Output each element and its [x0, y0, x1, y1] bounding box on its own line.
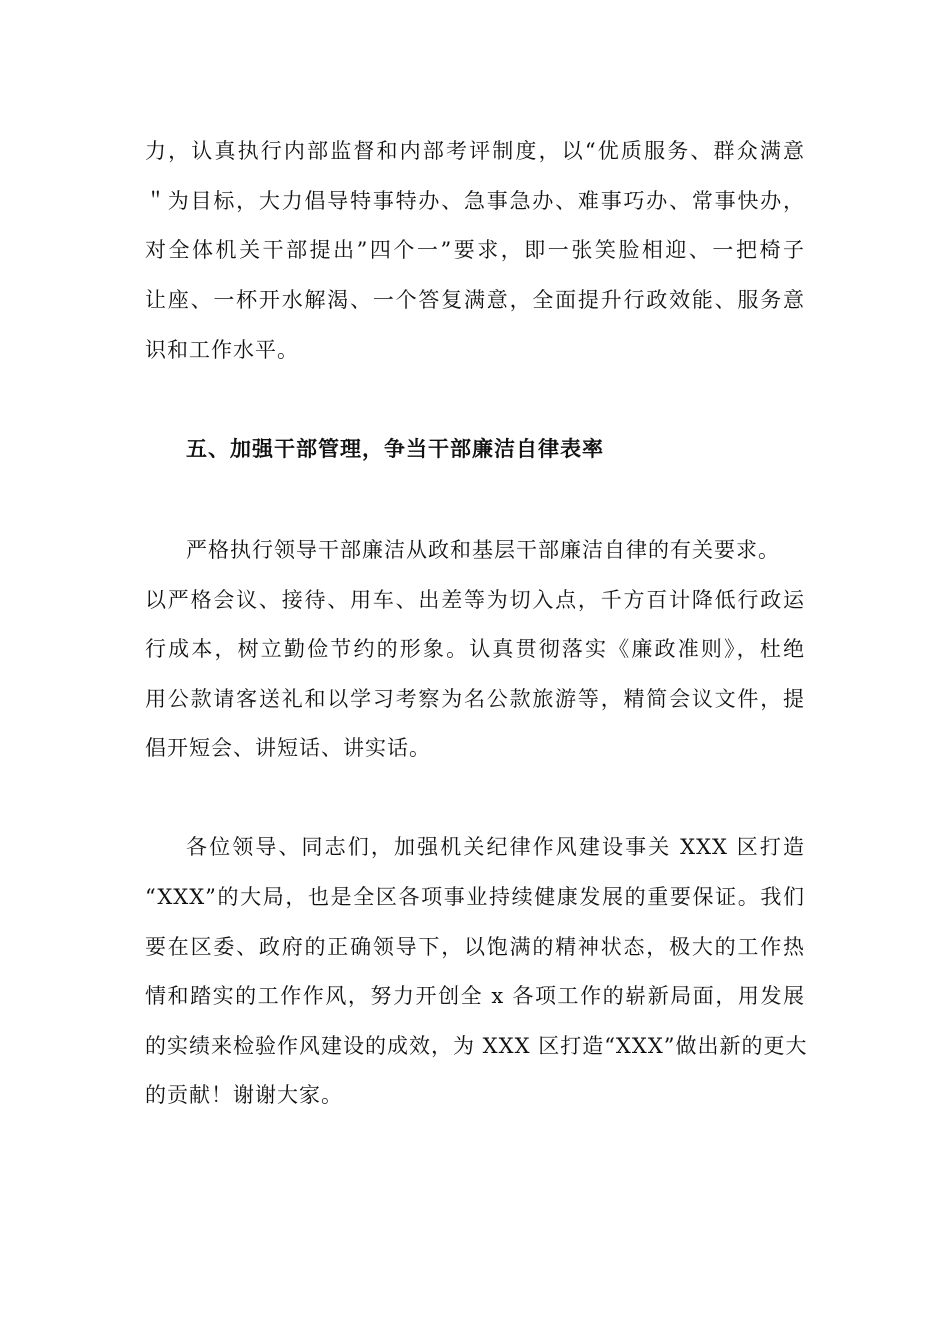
paragraph-2-line-3: 行成本，树立勤俭节约的形象。认真贯彻落实《廉政准则》，杜绝	[145, 637, 805, 661]
paragraph-2-line-2: 以严格会议、接待、用车、出差等为切入点，千方百计降低行政运	[145, 588, 805, 612]
paragraph-2-line-1: 严格执行领导干部廉洁从政和基层干部廉洁自律的有关要求。	[186, 538, 780, 562]
paragraph-1-line-5: 识和工作水平。	[145, 338, 299, 362]
paragraph-1-line-2: ＂为目标，大力倡导特事特办、急事急办、难事巧办、常事快办，	[145, 189, 805, 213]
paragraph-3-line-4: 情和踏实的工作作风，努力开创全 x 各项工作的崭新局面，用发展	[145, 984, 805, 1008]
paragraph-3-line-3: 要在区委、政府的正确领导下，以饱满的精神状态，极大的工作热	[145, 935, 805, 959]
paragraph-1-line-4: 让座、一杯开水解渴、一个答复满意，全面提升行政效能、服务意	[145, 288, 805, 312]
section-5-heading: 五、加强干部管理，争当干部廉洁自律表率	[186, 436, 604, 461]
paragraph-3-line-1: 各位领导、同志们，加强机关纪律作风建设事关 XXX 区打造	[186, 835, 805, 859]
paragraph-1-line-3: 对全体机关干部提出”四个一”要求，即一张笑脸相迎、一把椅子	[145, 238, 805, 262]
paragraph-3-line-5: 的实绩来检验作风建设的成效，为 XXX 区打造“XXX”做出新的更大	[145, 1034, 808, 1058]
paragraph-3-line-2: “XXX”的大局，也是全区各项事业持续健康发展的重要保证。我们	[145, 885, 805, 909]
paragraph-1-line-1: 力，认真执行内部监督和内部考评制度，以“优质服务、群众满意	[145, 139, 805, 163]
paragraph-2-line-5: 倡开短会、讲短话、讲实话。	[145, 736, 431, 760]
paragraph-2-line-4: 用公款请客送礼和以学习考察为名公款旅游等，精简会议文件，提	[145, 687, 805, 711]
paragraph-3-line-6: 的贡献！谢谢大家。	[145, 1083, 343, 1107]
